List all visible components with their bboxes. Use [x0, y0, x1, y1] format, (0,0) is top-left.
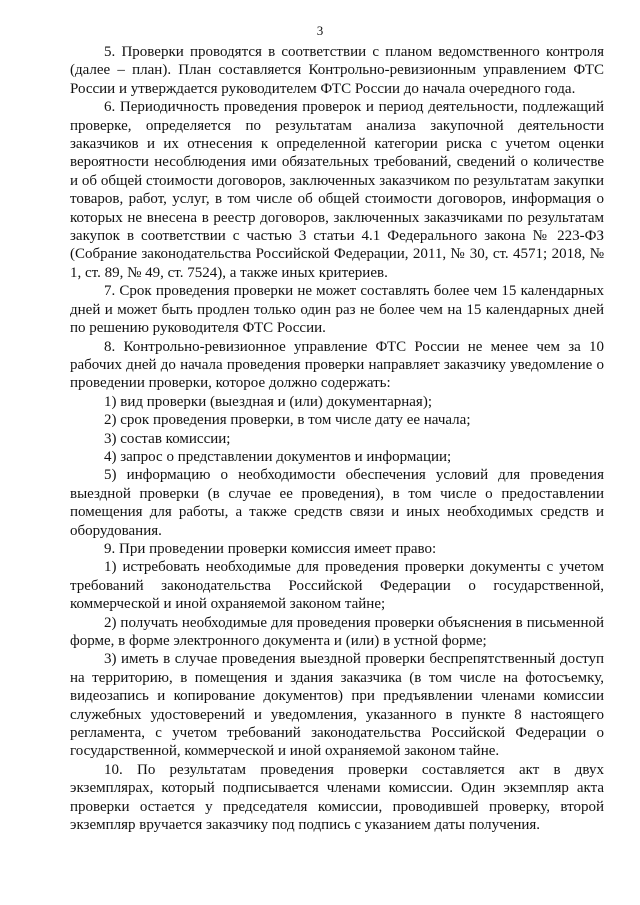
paragraph-10: 10. По результатам проведения проверки составляется акт в двух экземплярах, который подписывается членами комиссии. Один экземпляр акта проверки остается у председателя комиссии, проводившей проверку, второй экземпляр вручается заказчику под подпись с указанием даты получения. — [70, 761, 604, 834]
paragraph-8-item-3: 3) состав комиссии; — [104, 430, 231, 447]
paragraph-8-item-1: 1) вид проверки (выездная и (или) документарная); — [104, 393, 432, 410]
paragraph-8-item-5: 5) информацию о необходимости обеспечения условий для проведения выездной проверки (в случае ее проведения), в том числе о предоставлении помещения для работы, а также средств связи и иных необходимых средств и оборудования. — [70, 467, 604, 539]
paragraph-9-item-2: 2) получать необходимые для проведения проверки объяснения в письменной форме, в форме электронного документа и (или) в устной форме; — [70, 614, 604, 649]
paragraph-9-item-3: 3) иметь в случае проведения выездной проверки беспрепятственный доступ на территорию, в помещения и здания заказчика (в том числе на фотосъемку, видеозапись и копирование документов) при предъявлении членами комиссии служебных удостоверений и уведомления, указанного в пункте 8 настоящего регламента, с учетом требований законодательства Российской Федерации о государственной, коммерческой и иной охраняемой законом тайне. — [70, 651, 604, 760]
page-number: 3 — [316, 23, 324, 38]
paragraph-8-item-4: 4) запрос о представлении документов и информации; — [104, 448, 452, 465]
paragraph-9-item-1: 1) истребовать необходимые для проведения проверки документы с учетом требований законодательства Российской Федерации о государственной, коммерческой и иной охраняемой законом тайне; — [70, 559, 604, 613]
paragraph-8: 8. Контрольно-ревизионное управление ФТС России не менее чем за 10 рабочих дней до начала проведения проверки направляет заказчику уведомление о проведении проверки, которое должно содержать: — [70, 338, 604, 392]
paragraph-9: 9. При проведении проверки комиссия имеет право: — [104, 540, 437, 557]
paragraph-6: 6. Периодичность проведения проверок и период деятельности, подлежащий проверке, определяется по результатам анализа закупочной деятельности заказчиков и их отнесения к определенной категории риска с учетом оценки вероятности несоблюдения ими обязательных требований, сведений о количестве и об общей стоимости договоров, заключенных заказчиком по результатам закупки товаров, работ, услуг, в том числе об общей стоимости договоров, информация о которых не внесена в реестр договоров, заключенных заказчиками по результатам закупок в соответствии с частью 3 статьи 4.1 Федерального закона № 223-ФЗ (Собрание законодательства Российской Федерации, 2011, № 30, ст. 4571; 2018, № 1, ст. 89, № 49, ст. 7524), а также иных критериев. — [70, 99, 604, 281]
paragraph-5: 5. Проверки проводятся в соответствии с планом ведомственного контроля (далее – план). План составляется Контрольно-ревизионным управлением ФТС России и утверждается руководителем ФТС России до начала очередного года. — [70, 44, 604, 97]
document-body — [70, 43, 604, 834]
paragraph-8-item-2: 2) срок проведения проверки, в том числе дату ее начала; — [104, 412, 471, 429]
paragraph-7: 7. Срок проведения проверки не может составлять более чем 15 календарных дней и может быть продлен только один раз не более чем на 15 календарных дней по решению руководителя ФТС России. — [70, 283, 604, 337]
